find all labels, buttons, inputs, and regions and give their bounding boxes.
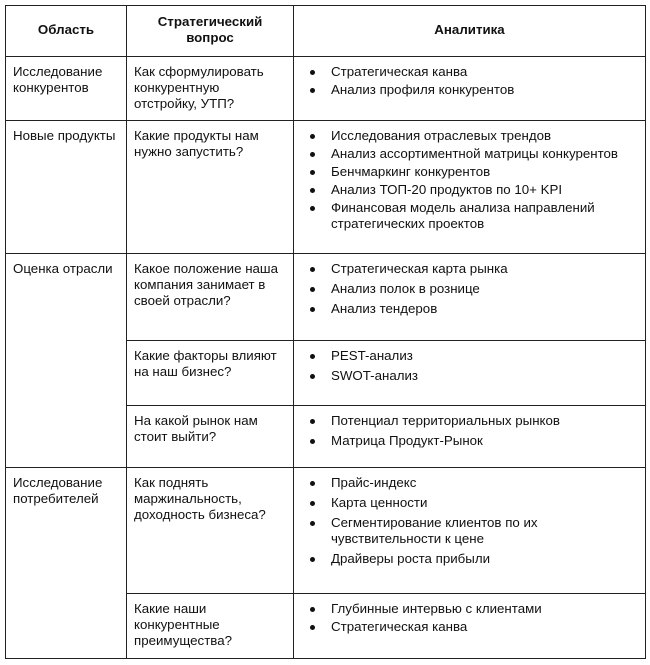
strategy-analytics-table bbox=[5, 5, 646, 659]
analytics-cell bbox=[294, 594, 646, 659]
list-item: Анализ ТОП-20 продуктов по 10+ KPI bbox=[301, 182, 638, 198]
question-cell: Как сформулировать конкурентную отстройку, УТП? bbox=[127, 57, 294, 121]
list-item: Анализ полок в рознице bbox=[301, 281, 638, 297]
table-row bbox=[6, 341, 646, 406]
list-item: Драйверы роста прибыли bbox=[301, 551, 638, 567]
table-row bbox=[6, 254, 646, 341]
list-item: Бенчмаркинг конкурентов bbox=[301, 164, 638, 180]
question-cell: На какой рынок нам стоит выйти? bbox=[127, 406, 294, 468]
list-item: SWOT-анализ bbox=[301, 368, 638, 384]
table-row bbox=[6, 468, 646, 594]
area-cell: Оценка отрасли bbox=[6, 254, 127, 341]
list-item: Прайс-индекс bbox=[301, 475, 638, 491]
analytics-cell bbox=[294, 121, 646, 254]
analytics-cell bbox=[294, 468, 646, 594]
analytics-cell bbox=[294, 254, 646, 341]
header-analytics: Аналитика bbox=[294, 6, 646, 57]
area-cell: Исследование потребителей bbox=[6, 468, 127, 594]
list-item: Сегментирование клиентов по их чувствительности к цене bbox=[301, 515, 638, 547]
area-cell bbox=[6, 341, 127, 406]
list-item: Карта ценности bbox=[301, 495, 638, 511]
list-item: Стратегическая канва bbox=[301, 64, 638, 80]
table-row bbox=[6, 57, 646, 121]
analytics-table-container bbox=[5, 5, 646, 659]
list-item: Потенциал территориальных рынков bbox=[301, 413, 638, 429]
question-cell: Какие наши конкурентные преимущества? bbox=[127, 594, 294, 659]
question-cell: Какие факторы влияют на наш бизнес? bbox=[127, 341, 294, 406]
list-item: Матрица Продукт-Рынок bbox=[301, 433, 638, 449]
analytics-cell bbox=[294, 406, 646, 468]
table-header-row bbox=[6, 6, 646, 57]
table-row bbox=[6, 406, 646, 468]
question-cell: Как поднять маржинальность, доходность бизнеса? bbox=[127, 468, 294, 594]
table-row bbox=[6, 594, 646, 659]
list-item: PEST-анализ bbox=[301, 348, 638, 364]
list-item: Стратегическая карта рынка bbox=[301, 261, 638, 277]
question-cell: Какое положение наша компания занимает в своей отрасли? bbox=[127, 254, 294, 341]
analytics-cell bbox=[294, 57, 646, 121]
analytics-cell bbox=[294, 341, 646, 406]
question-cell: Какие продукты нам нужно запустить? bbox=[127, 121, 294, 254]
list-item: Финансовая модель анализа направлений стратегических проектов bbox=[301, 200, 638, 232]
list-item: Стратегическая канва bbox=[301, 619, 638, 635]
area-cell: Исследование конкурентов bbox=[6, 57, 127, 121]
table-row bbox=[6, 121, 646, 254]
list-item: Глубинные интервью с клиентами bbox=[301, 601, 638, 617]
list-item: Анализ ассортиментной матрицы конкурентов bbox=[301, 146, 638, 162]
list-item: Анализ профиля конкурентов bbox=[301, 82, 638, 98]
area-cell: Новые продукты bbox=[6, 121, 127, 254]
area-cell bbox=[6, 406, 127, 468]
area-cell bbox=[6, 594, 127, 659]
list-item: Анализ тендеров bbox=[301, 301, 638, 317]
header-question: Стратегический вопрос bbox=[127, 6, 294, 57]
list-item: Исследования отраслевых трендов bbox=[301, 128, 638, 144]
header-area: Область bbox=[6, 6, 127, 57]
